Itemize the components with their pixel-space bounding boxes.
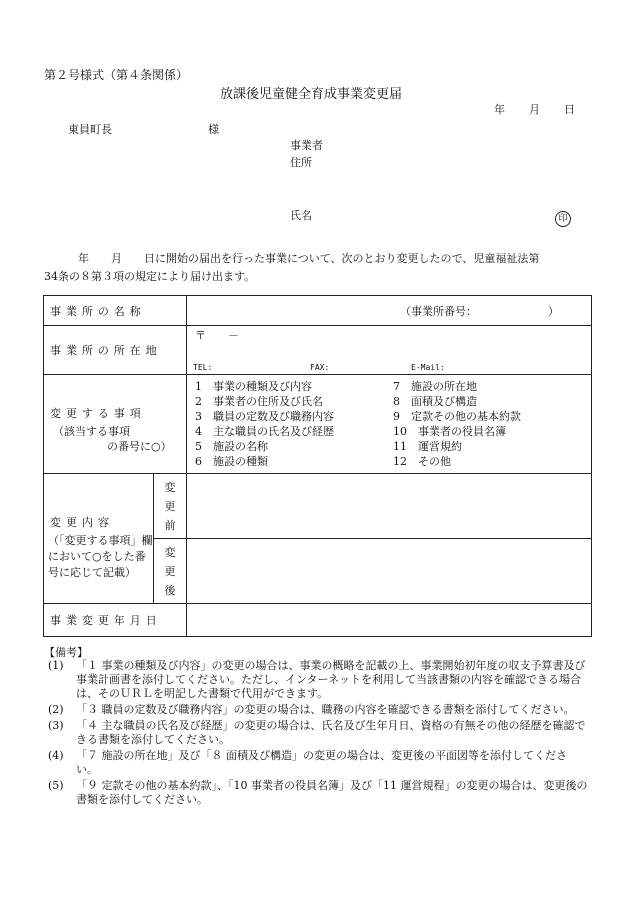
name-label: 氏名 [290,209,312,222]
remark-number: (4) [48,749,64,762]
change-item[interactable]: 4 主な職員の氏名及び経歴 [195,425,335,438]
office-number-prefix: （事業所番号： [400,305,478,318]
after-char-2: 更 [164,564,176,578]
remark-item [48,749,588,777]
before-char-2: 更 [164,499,176,513]
remark-number: (3) [48,719,64,732]
change-items-sub1: （該当する事項 [53,425,130,438]
remark-number: (1) [48,659,64,672]
change-item[interactable]: 7 施設の所在地 [393,380,478,393]
office-location-field[interactable] [187,326,592,375]
change-items-list [187,379,591,469]
change-form-table [43,295,592,637]
remark-number: (5) [48,779,64,792]
before-label-cell [154,474,187,539]
content-label-cell [44,474,154,604]
date-month: 月 [529,103,540,116]
remarks-list [48,659,588,809]
change-item[interactable]: 3 職員の定数及び職務内容 [195,410,335,423]
change-item[interactable]: 12 その他 [393,455,452,468]
after-char-3: 後 [164,583,176,597]
change-items-sub2: の番号に○） [107,440,172,453]
change-date-field[interactable] [187,604,592,637]
remark-text: 「３ 職員の定数及び職務内容」の変更の場合は、職務の内容を確認できる書類を添付してください。 [76,703,575,716]
remark-item [48,703,588,717]
date-year: 年 [494,103,505,116]
change-item[interactable]: 11 運営規約 [393,440,463,453]
change-item[interactable]: 9 定款その他の基本約款 [393,410,522,423]
change-item[interactable]: 5 施設の名称 [195,440,269,453]
change-item[interactable]: 6 施設の種類 [195,455,269,468]
after-label-cell [154,539,187,604]
remark-text: 「９ 定款その他の基本約款」、「10 事業者の役員名簿」及び「11 運営規程」の変更の場合は、変更後の書類を添付してください。 [76,779,588,806]
form-id: 第２号様式（第４条関係） [44,68,189,82]
remark-number: (2) [48,703,64,716]
office-location-label: 事業所の所在地 [44,326,187,375]
before-char-3: 前 [164,518,176,532]
remark-text: 「４ 主な職員の氏名及び経歴」の変更の場合は、氏名及び生年月日、資格の有無その他の経歴を確認できる書類を添付してください。 [76,719,586,746]
addressee-name: 東員町長 [68,123,112,136]
content-sub2: において○をした番 [48,549,146,563]
page-title: 放課後児童健全育成事業変更届 [220,87,403,102]
change-items-cell[interactable] [187,375,592,474]
office-name-label: 事業所の名称 [44,296,187,326]
remark-item [48,719,588,747]
before-char-1: 変 [164,480,176,494]
change-date-label: 事業変更年月日 [44,604,187,637]
date-day: 日 [564,103,575,116]
remark-text: 「７ 施設の所在地」及び「８ 面積及び構造」の変更の場合は、変更後の平面図等を添付してください。 [76,749,567,776]
email-label: E-Mail: [411,363,445,372]
office-name-field[interactable] [187,296,592,326]
remark-item [48,779,588,807]
remark-text: 「１ 事業の種類及び内容」の変更の場合は、事業の概略を記載の上、事業開始初年度の収支予算書及び事業計画書を添付してください。ただし、インターネットを利用して当該書類の内容を確認できる場合は、そのＵＲＬを明記した書類で代用ができます。 [76,659,586,700]
addressee-honorific: 様 [208,123,219,136]
tel-label: TEL: [193,363,213,372]
remark-item [48,659,588,701]
change-items-label: 変更する事項 [50,407,146,420]
remarks-heading: 【備考】 [44,646,88,659]
after-char-1: 変 [164,545,176,559]
change-item[interactable]: 2 事業者の住所及び氏名 [195,395,324,408]
seal-icon: 印 [555,211,571,227]
operator-label: 事業者 [290,139,323,152]
body-text-line2: 34条の８第３項の規定により届け出ます。 [44,270,256,283]
content-sub1: （「変更する事項」欄 [48,533,153,547]
seal-mark [555,206,571,227]
address-label: 住所 [290,156,312,169]
postal-mark: 〒 － [195,329,240,342]
change-item[interactable]: 10 事業者の役員名簿 [393,425,507,438]
before-content-field[interactable] [187,474,592,539]
body-text-line1: 年 月 日に開始の届出を行った事業について、次のとおり変更したので、児童福祉法第 [78,252,540,265]
office-number-suffix: ） [548,305,560,318]
change-item[interactable]: 8 面積及び構造 [393,395,478,408]
content-sub3: 号に応じて記載） [48,565,136,579]
fax-label: FAX: [310,363,330,372]
change-items-label-cell [44,375,187,474]
change-item[interactable]: 1 事業の種類及び内容 [195,380,313,393]
content-label: 変更内容 [50,515,114,529]
after-content-field[interactable] [187,539,592,604]
